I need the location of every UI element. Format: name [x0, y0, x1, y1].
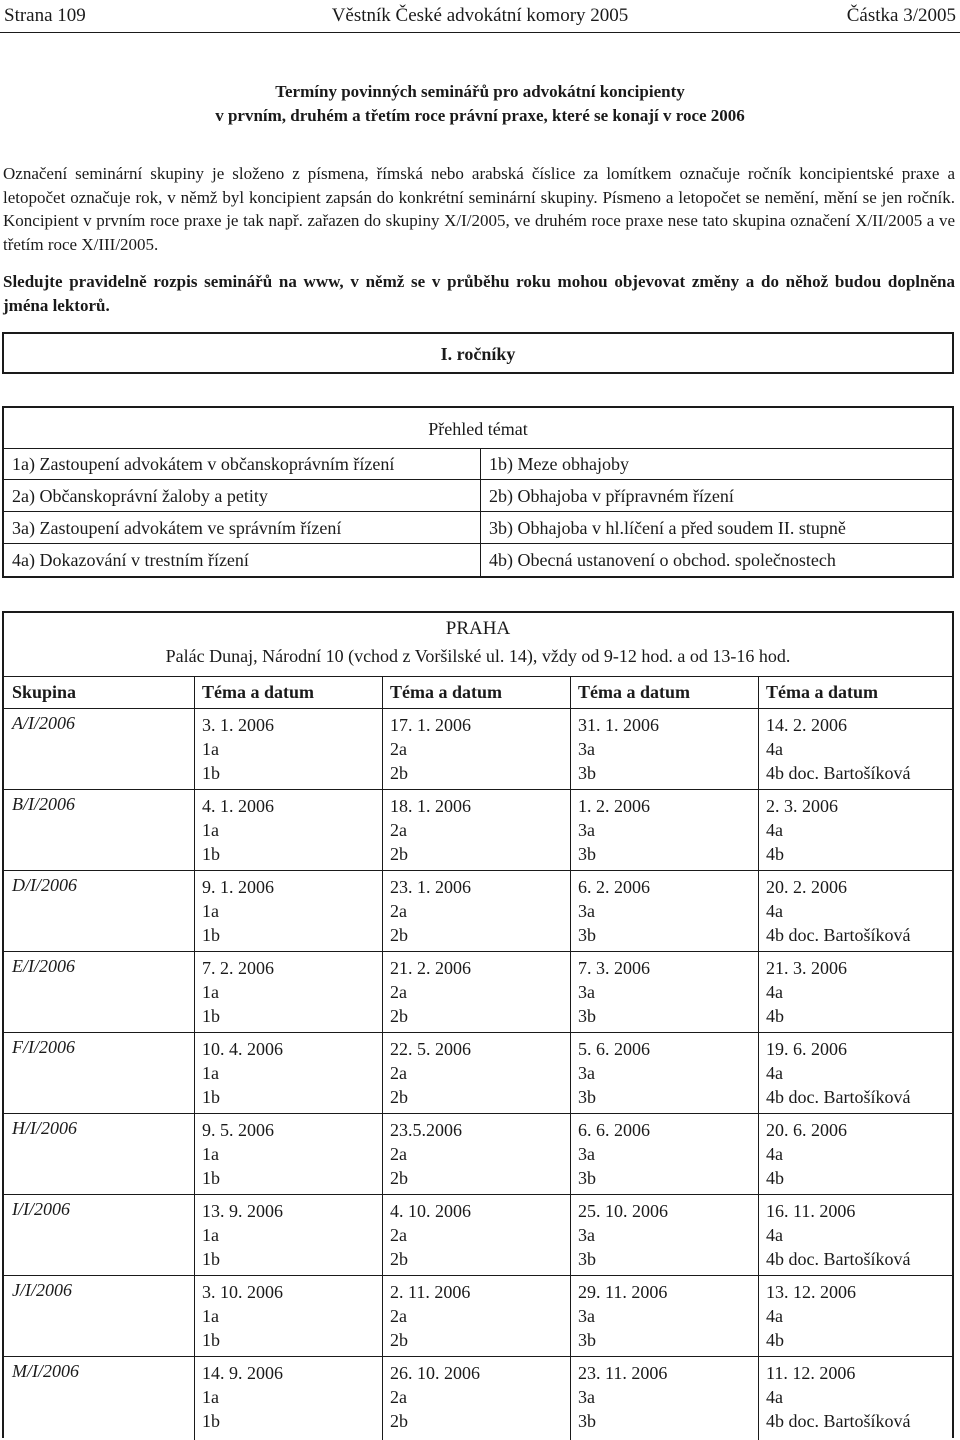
session-topic: 3b — [578, 763, 596, 783]
session-date: 18. 1. 2006 — [390, 796, 471, 816]
session-topic: 1a — [202, 1225, 219, 1245]
session-date: 4. 1. 2006 — [202, 796, 274, 816]
session-topic: 2a — [390, 739, 407, 759]
table-row — [4, 1276, 952, 1357]
table-row — [4, 790, 952, 871]
session-cell — [202, 956, 274, 1028]
group-code: F/I/2006 — [12, 1037, 75, 1057]
session-cell — [766, 1280, 856, 1352]
session-topic: 3b — [578, 1411, 596, 1431]
session-cell — [766, 1199, 910, 1271]
session-cell — [578, 875, 650, 947]
session-topic: 4b — [766, 1006, 784, 1026]
session-date: 3. 1. 2006 — [202, 715, 274, 735]
session-date: 23. 11. 2006 — [578, 1363, 668, 1383]
session-topic: 4a — [766, 1063, 783, 1083]
column-header-topic: Téma a datum — [766, 682, 878, 702]
session-topic: 3b — [578, 1249, 596, 1269]
title-line-1: Termíny povinných seminářů pro advokátní koncipienty — [275, 82, 685, 101]
issue-number: Částka 3/2005 — [846, 5, 956, 26]
session-cell — [766, 875, 910, 947]
city-name: PRAHA — [445, 618, 511, 639]
column-header-topic: Téma a datum — [202, 682, 314, 702]
session-topic: 4b doc. Bartošíková — [766, 763, 911, 783]
session-cell — [578, 1361, 667, 1433]
session-date: 26. 10. 2006 — [390, 1363, 480, 1383]
session-topic: 1a — [202, 1144, 219, 1164]
session-date: 6. 2. 2006 — [578, 877, 650, 897]
session-topic: 1a — [202, 1387, 219, 1407]
session-date: 9. 5. 2006 — [202, 1120, 274, 1140]
session-date: 2. 3. 2006 — [766, 796, 838, 816]
intro-paragraph: Označení seminární skupiny je složeno z písmena, římská nebo arabská číslice za lomítkem označuje ročník koncipientské praxe a letopočet označuje rok, v němž byl koncipient zapsán do konkrétní seminární skupiny. Písmeno a letopočet se nemění, mění se jen ročník. Koncipient v prvním roce praxe je tak např. zařazen do skupiny X/I/2005, ve druhém roce praxe nese tato skupina označení X/II/2005 a ve třetím roce X/III/2005. — [3, 164, 955, 254]
journal-title: Věstník České advokátní komory 2005 — [331, 5, 629, 26]
topic-4a: 4a) Dokazování v trestním řízení — [12, 550, 249, 570]
session-date: 6. 6. 2006 — [578, 1120, 650, 1140]
session-cell — [390, 1361, 480, 1433]
session-topic: 2b — [390, 844, 408, 864]
session-cell — [578, 1118, 650, 1190]
year-heading: I. ročníky — [2, 332, 954, 374]
session-cell — [202, 794, 274, 866]
session-cell — [202, 1280, 283, 1352]
session-date: 17. 1. 2006 — [390, 715, 471, 735]
session-cell — [578, 794, 650, 866]
session-topic: 1a — [202, 901, 219, 921]
group-code: A/I/2006 — [12, 713, 75, 733]
session-topic: 3b — [578, 925, 596, 945]
session-cell — [202, 713, 274, 785]
session-topic: 1b — [202, 1249, 220, 1269]
session-date: 7. 3. 2006 — [578, 958, 650, 978]
table-row — [4, 1357, 952, 1438]
group-code: E/I/2006 — [12, 956, 75, 976]
session-cell — [766, 1118, 847, 1190]
session-topic: 3a — [578, 739, 595, 759]
session-topic: 3b — [578, 1087, 596, 1107]
session-topic: 3b — [578, 1330, 596, 1350]
session-topic: 1b — [202, 763, 220, 783]
session-cell — [766, 1361, 910, 1433]
session-topic: 2a — [390, 1306, 407, 1326]
document-title — [0, 80, 960, 128]
session-date: 31. 1. 2006 — [578, 715, 659, 735]
session-date: 2. 11. 2006 — [390, 1282, 471, 1302]
session-topic: 4b doc. Bartošíková — [766, 1249, 911, 1269]
session-topic: 1b — [202, 1330, 220, 1350]
session-topic: 3b — [578, 1168, 596, 1188]
session-cell — [766, 713, 910, 785]
session-cell — [766, 1037, 910, 1109]
session-topic: 4a — [766, 901, 783, 921]
session-topic: 2a — [390, 1063, 407, 1083]
session-topic: 3b — [578, 1006, 596, 1026]
session-cell — [390, 1037, 471, 1109]
session-topic: 1a — [202, 739, 219, 759]
session-date: 5. 6. 2006 — [578, 1039, 650, 1059]
session-topic: 3a — [578, 820, 595, 840]
session-date: 29. 11. 2006 — [578, 1282, 668, 1302]
group-code: D/I/2006 — [12, 875, 77, 895]
session-topic: 3b — [578, 844, 596, 864]
session-topic: 2b — [390, 1087, 408, 1107]
session-topic: 4a — [766, 1225, 783, 1245]
session-date: 3. 10. 2006 — [202, 1282, 283, 1302]
session-topic: 3a — [578, 982, 595, 1002]
session-topic: 4b doc. Bartošíková — [766, 1087, 911, 1107]
session-topic: 2a — [390, 820, 407, 840]
session-topic: 4a — [766, 1387, 783, 1407]
session-topic: 2a — [390, 982, 407, 1002]
session-cell — [766, 956, 847, 1028]
table-row — [4, 871, 952, 952]
praha-schedule — [2, 611, 954, 1438]
session-topic: 4b doc. Bartošíková — [766, 925, 911, 945]
session-date: 13. 9. 2006 — [202, 1201, 283, 1221]
session-cell — [390, 713, 471, 785]
session-topic: 4b doc. Bartošíková — [766, 1411, 911, 1431]
session-topic: 4b — [766, 844, 784, 864]
session-date: 20. 2. 2006 — [766, 877, 847, 897]
session-topic: 1a — [202, 820, 219, 840]
session-date: 10. 4. 2006 — [202, 1039, 283, 1059]
session-topic: 4b — [766, 1168, 784, 1188]
session-cell — [390, 1280, 470, 1352]
session-topic: 3a — [578, 1387, 595, 1407]
session-date: 22. 5. 2006 — [390, 1039, 471, 1059]
session-cell — [578, 713, 659, 785]
topic-3a: 3a) Zastoupení advokátem ve správním řízení — [4, 512, 480, 544]
topics-right-column — [481, 448, 952, 576]
group-code: H/I/2006 — [12, 1118, 77, 1138]
table-row — [4, 1195, 952, 1276]
session-cell — [202, 875, 274, 947]
group-code: B/I/2006 — [12, 794, 75, 814]
topic-2b: 2b) Obhajoba v přípravném řízení — [481, 480, 952, 512]
session-date: 7. 2. 2006 — [202, 958, 274, 978]
page-number: Strana 109 — [4, 5, 86, 26]
session-topic: 4a — [766, 1144, 783, 1164]
title-line-2: v prvním, druhém a třetím roce právní praxe, které se konají v roce 2006 — [215, 106, 745, 125]
group-code: J/I/2006 — [12, 1280, 72, 1300]
table-row — [4, 1114, 952, 1195]
session-topic: 2b — [390, 1330, 408, 1350]
session-date: 9. 1. 2006 — [202, 877, 274, 897]
venue-info: Palác Dunaj, Národní 10 (vchod z Voršilské ul. 14), vždy od 9-12 hod. a od 13-16 hod. — [165, 646, 791, 666]
session-topic: 3a — [578, 1063, 595, 1083]
session-topic: 1b — [202, 1168, 220, 1188]
group-code: I/I/2006 — [12, 1199, 70, 1219]
schedule-table — [4, 676, 952, 1440]
session-cell — [390, 956, 471, 1028]
topics-heading: Přehled témat — [4, 408, 952, 449]
session-cell — [390, 1118, 462, 1190]
session-cell — [390, 875, 471, 947]
session-topic: 2b — [390, 763, 408, 783]
session-topic: 2b — [390, 925, 408, 945]
topic-3b: 3b) Obhajoba v hl.líčení a před soudem II. stupně — [481, 512, 952, 544]
session-date: 19. 6. 2006 — [766, 1039, 847, 1059]
table-row — [4, 709, 952, 790]
session-cell — [390, 794, 471, 866]
session-date: 21. 2. 2006 — [390, 958, 471, 978]
session-cell — [202, 1118, 274, 1190]
table-header-row — [4, 676, 952, 709]
session-topic: 4b — [766, 1330, 784, 1350]
session-topic: 1b — [202, 925, 220, 945]
session-date: 20. 6. 2006 — [766, 1120, 847, 1140]
session-date: 14. 9. 2006 — [202, 1363, 283, 1383]
session-topic: 2b — [390, 1006, 408, 1026]
session-topic: 2b — [390, 1249, 408, 1269]
session-date: 13. 12. 2006 — [766, 1282, 856, 1302]
session-date: 11. 12. 2006 — [766, 1363, 856, 1383]
session-topic: 3a — [578, 1225, 595, 1245]
session-date: 14. 2. 2006 — [766, 715, 847, 735]
session-cell — [578, 1280, 667, 1352]
session-topic: 3a — [578, 1144, 595, 1164]
session-cell — [202, 1199, 283, 1271]
session-topic: 1b — [202, 1006, 220, 1026]
table-row — [4, 1033, 952, 1114]
session-topic: 2a — [390, 1144, 407, 1164]
session-cell — [202, 1361, 283, 1433]
topic-2a: 2a) Občanskoprávní žaloby a petity — [4, 480, 480, 512]
session-topic: 3a — [578, 901, 595, 921]
session-topic: 2a — [390, 1225, 407, 1245]
session-cell — [766, 794, 838, 866]
session-date: 4. 10. 2006 — [390, 1201, 471, 1221]
session-topic: 3a — [578, 1306, 595, 1326]
session-topic: 2b — [390, 1168, 408, 1188]
session-topic: 1b — [202, 1087, 220, 1107]
session-date: 25. 10. 2006 — [578, 1201, 668, 1221]
column-header-topic: Téma a datum — [390, 682, 502, 702]
session-date: 1. 2. 2006 — [578, 796, 650, 816]
topic-4b: 4b) Obecná ustanovení o obchod. společnostech — [489, 550, 836, 570]
session-topic: 2b — [390, 1411, 408, 1431]
column-header-group: Skupina — [12, 682, 77, 702]
topics-table — [2, 406, 954, 578]
session-topic: 4a — [766, 982, 783, 1002]
session-topic: 4a — [766, 820, 783, 840]
session-topic: 1b — [202, 1411, 220, 1431]
session-topic: 1a — [202, 1306, 219, 1326]
session-topic: 4a — [766, 1306, 783, 1326]
session-topic: 2a — [390, 901, 407, 921]
session-date: 16. 11. 2006 — [766, 1201, 856, 1221]
notice-paragraph: Sledujte pravidelně rozpis seminářů na www, v němž se v průběhu roku mohou objevovat změny a do něhož budou doplněna jména lektorů. — [3, 272, 955, 315]
session-date: 21. 3. 2006 — [766, 958, 847, 978]
table-row — [4, 952, 952, 1033]
session-topic: 1a — [202, 1063, 219, 1083]
session-topic: 4a — [766, 739, 783, 759]
session-cell — [578, 1199, 668, 1271]
column-header-topic: Téma a datum — [578, 682, 690, 702]
session-topic: 2a — [390, 1387, 407, 1407]
group-code: M/I/2006 — [12, 1361, 79, 1381]
session-topic: 1b — [202, 844, 220, 864]
session-topic: 1a — [202, 982, 219, 1002]
session-cell — [578, 1037, 650, 1109]
session-date: 23. 1. 2006 — [390, 877, 471, 897]
topic-1b: 1b) Meze obhajoby — [481, 448, 952, 480]
running-header — [0, 0, 960, 33]
session-cell — [390, 1199, 471, 1271]
topics-left-column — [4, 448, 481, 576]
session-date: 23.5.2006 — [390, 1120, 462, 1140]
session-cell — [202, 1037, 283, 1109]
topic-1a: 1a) Zastoupení advokátem v občanskoprávním řízení — [4, 448, 480, 480]
session-cell — [578, 956, 650, 1028]
